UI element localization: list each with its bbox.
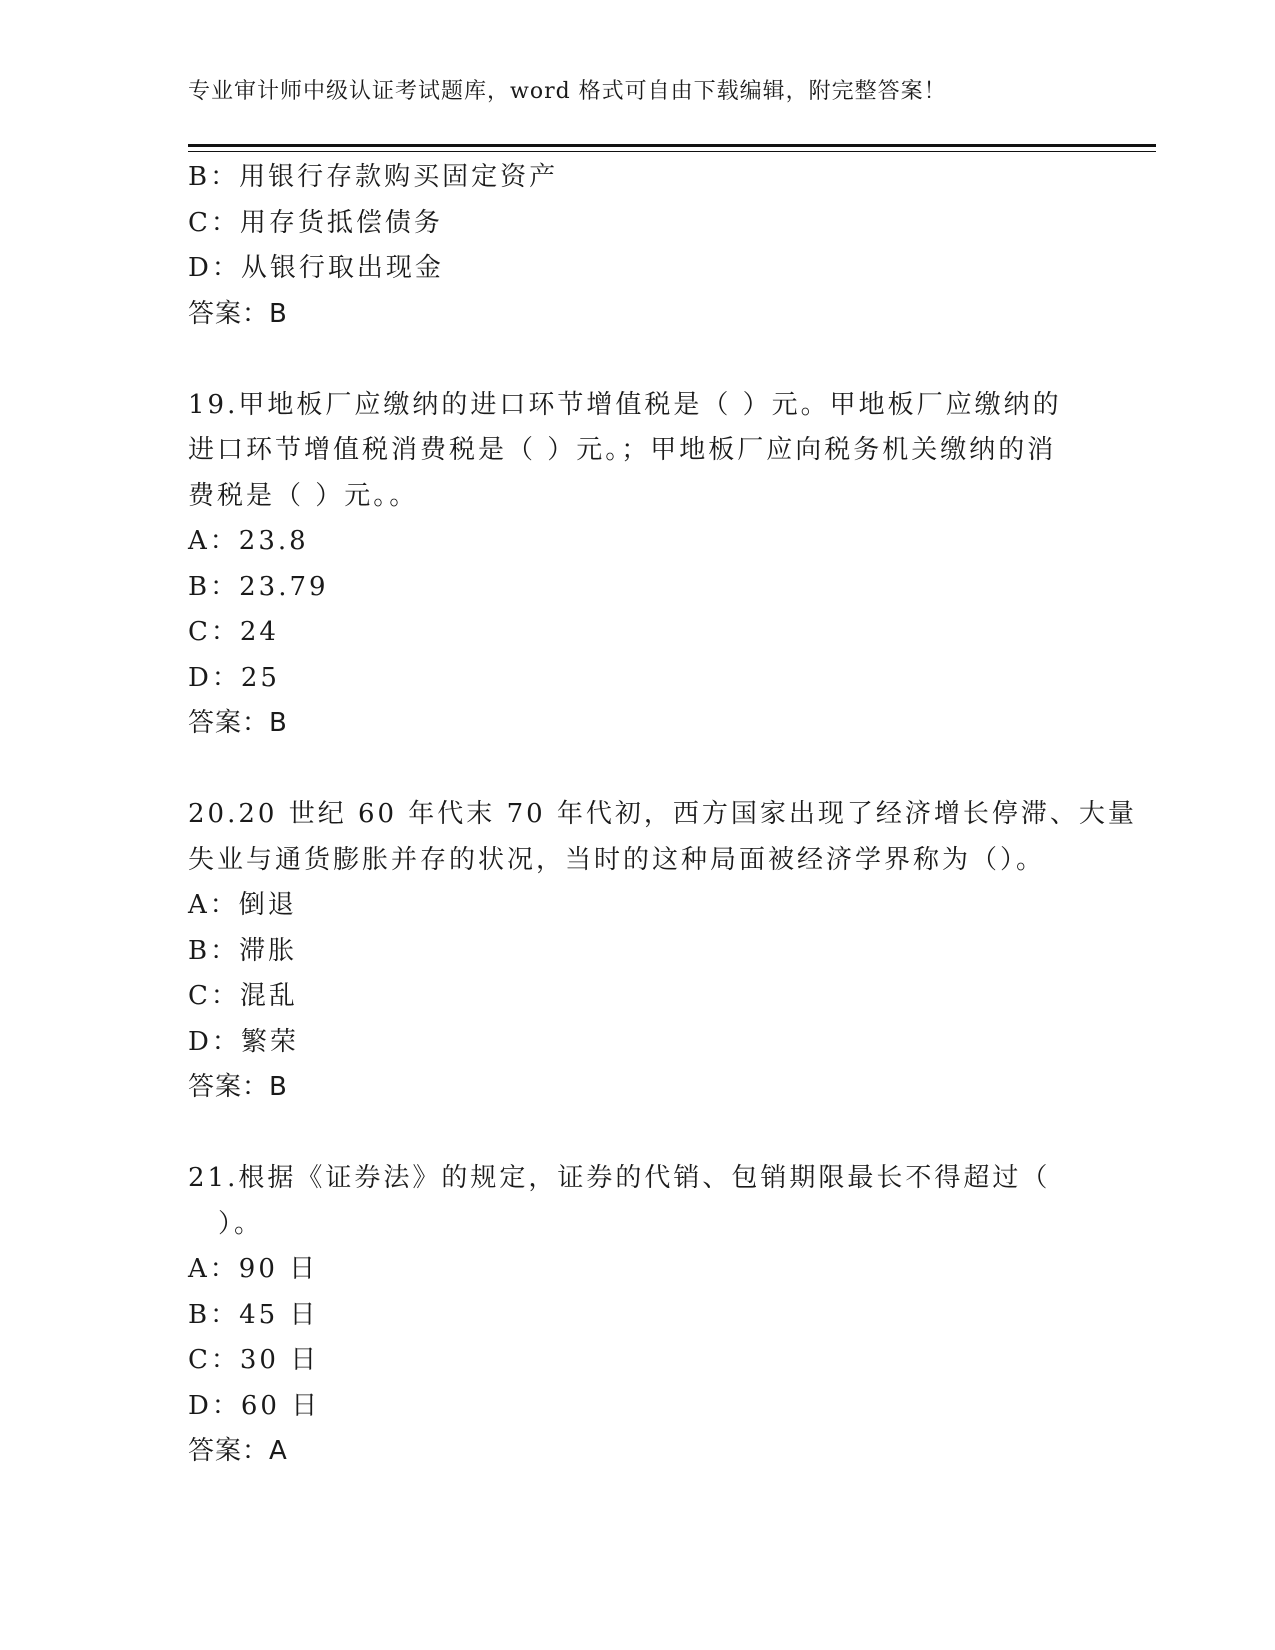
option-d: D：繁荣 bbox=[188, 1026, 299, 1057]
answer: 答案：A bbox=[188, 1436, 288, 1466]
spacer bbox=[188, 1111, 1088, 1157]
option-b: B：用银行存款购买固定资产 bbox=[188, 162, 559, 192]
option-a: A：23.8 bbox=[188, 526, 309, 556]
option-c: C：用存货抵偿债务 bbox=[188, 207, 443, 238]
option-d: D：25 bbox=[188, 662, 280, 693]
option-d: D：60 日 bbox=[188, 1390, 321, 1421]
option-b: B：滞胀 bbox=[188, 935, 298, 966]
option-b: B：45 日 bbox=[188, 1299, 319, 1330]
header-rule-thick bbox=[188, 144, 1156, 147]
answer: 答案：B bbox=[188, 708, 288, 738]
answer: 答案：B bbox=[188, 1072, 288, 1102]
option-b: B：23.79 bbox=[188, 571, 329, 602]
option-c: C：24 bbox=[188, 617, 279, 647]
header-rule-thin bbox=[188, 151, 1156, 152]
question-stem-line: 费税是（ ）元。。 bbox=[188, 480, 419, 511]
page-header: 专业审计师中级认证考试题库，word 格式可自由下载编辑，附完整答案！ bbox=[188, 79, 947, 104]
spacer bbox=[188, 747, 1088, 793]
question-stem-line: 20.20 世纪 60 年代末 70 年代初，西方国家出现了经济增长停滞、大量 bbox=[188, 799, 1137, 829]
spacer bbox=[188, 337, 1088, 383]
question-20 bbox=[188, 792, 1137, 1111]
question-18 bbox=[188, 155, 1088, 337]
question-21 bbox=[188, 1156, 1088, 1475]
question-19 bbox=[188, 383, 1088, 747]
option-d: D：从银行取出现金 bbox=[188, 253, 444, 283]
question-stem-line: 19.甲地板厂应缴纳的进口环节增值税是（ ）元。甲地板厂应缴纳的 bbox=[188, 389, 1062, 420]
option-c: C：混乱 bbox=[188, 981, 298, 1011]
question-stem-line: 21.根据《证券法》的规定，证券的代销、包销期限最长不得超过（ bbox=[188, 1163, 1051, 1193]
question-stem-line: 进口环节增值税消费税是（ ）元。；甲地板厂应向税务机关缴纳的消 bbox=[188, 435, 1057, 465]
option-a: A：倒退 bbox=[188, 890, 297, 920]
option-c: C：30 日 bbox=[188, 1345, 320, 1375]
answer: 答案：B bbox=[188, 298, 288, 329]
question-stem-line: ）。 bbox=[218, 1208, 264, 1239]
option-a: A：90 日 bbox=[188, 1254, 319, 1284]
question-stem-line: 失业与通货膨胀并存的状况，当时的这种局面被经济学界称为（）。 bbox=[188, 844, 1046, 875]
question-list bbox=[188, 155, 1137, 1475]
